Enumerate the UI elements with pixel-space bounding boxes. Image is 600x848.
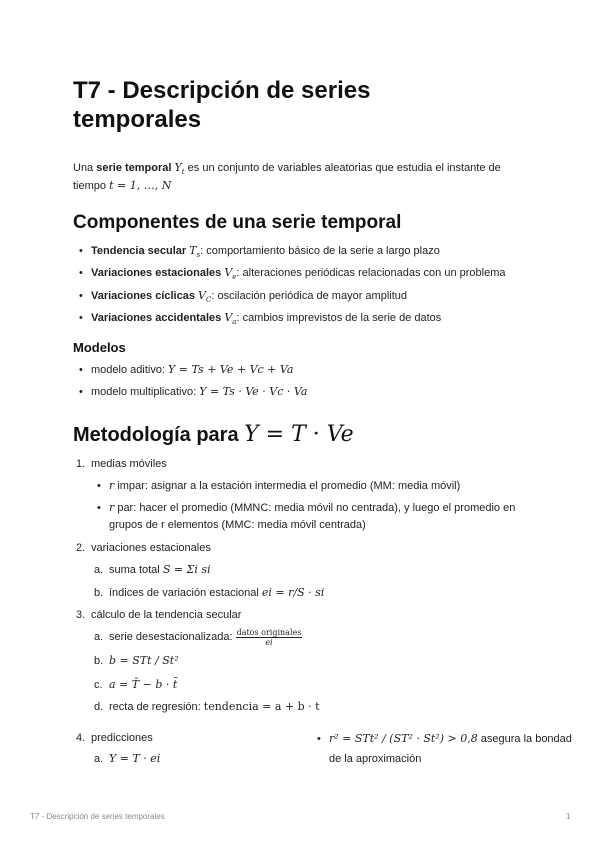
step-3-c	[94, 675, 178, 695]
model-item	[91, 382, 307, 402]
step-label: medias móviles	[91, 458, 167, 470]
r2-bullet	[329, 729, 572, 749]
sub-math: Y = T · ei	[109, 752, 161, 765]
step-3-b	[94, 651, 179, 671]
component-bold: Variaciones estacionales	[91, 267, 222, 279]
bullet-math: r	[109, 501, 115, 514]
method-heading-math: Y = T · Ve	[244, 422, 354, 447]
step-4-a	[94, 749, 161, 769]
component-text: : cambios imprevistos de la serie de datos	[236, 312, 442, 324]
fraction	[236, 628, 303, 647]
sub-math: tendencia = a + b · t	[203, 700, 320, 713]
step-3-a	[94, 627, 302, 647]
sub-letter: b.	[94, 655, 104, 667]
component-bold: Variaciones cíclicas	[91, 290, 195, 302]
sub-text: recta de regresión:	[109, 701, 204, 713]
component-bold: Variaciones accidentales	[91, 312, 222, 324]
model-math: Y = Ts · Ve · Vc · Va	[199, 385, 308, 398]
component-item	[91, 308, 441, 332]
step-label: cálculo de la tendencia secular	[91, 609, 242, 621]
component-sym: $V_C$	[198, 289, 212, 305]
intro-line2	[73, 176, 171, 196]
step-number: 2.	[76, 542, 86, 554]
bullet-text: par: hacer el promedio (MMNC: media móvil no centrada), y luego el promedio en	[114, 502, 516, 514]
sub-letter: d.	[94, 701, 104, 713]
sub-math: S = Σi si	[162, 563, 211, 576]
step-number: 4.	[76, 732, 86, 744]
method-heading	[73, 422, 354, 447]
sub-text: índices de variación estacional	[109, 587, 262, 599]
component-item	[91, 286, 407, 310]
component-text: : oscilación periódica de mayor amplitud	[211, 290, 407, 302]
sub-letter: b.	[94, 587, 104, 599]
step-2-a	[94, 560, 211, 580]
model-item	[91, 360, 293, 380]
model-text: modelo aditivo:	[91, 364, 169, 376]
step-1	[76, 454, 167, 474]
page-title: T7 - Descripción de series temporales	[73, 77, 371, 133]
r2-math: r² = STt² / (ST² · St²) > 0,8	[329, 732, 478, 745]
page-number: 1	[566, 812, 571, 821]
bullet-math: r	[109, 479, 115, 492]
component-text: : alteraciones periódicas relacionadas con un problema	[236, 267, 506, 279]
intro-bold-term: serie temporal	[96, 162, 172, 174]
fraction-denominator: ei	[265, 637, 273, 647]
sub-text: suma total	[109, 564, 163, 576]
component-bold: Tendencia secular	[91, 245, 187, 257]
components-heading: Componentes de una serie temporal	[73, 212, 402, 233]
component-sym: $V_e$	[224, 266, 237, 282]
sub-math: ei = r/S · si	[261, 586, 325, 599]
footer-title: T7 - Descripción de series temporales	[30, 812, 165, 821]
bullet-text: impar: asignar a la estación intermedia el promedio (MM: media móvil)	[114, 480, 461, 492]
intro-var: $Y_t$	[174, 161, 185, 177]
model-text: modelo multiplicativo:	[91, 386, 200, 398]
r2-text: asegura la bondad	[477, 733, 572, 745]
model-math: Y = Ts + Ve + Vc + Va	[168, 363, 294, 376]
r2-line2: de la aproximación	[329, 753, 422, 765]
models-heading: Modelos	[73, 340, 126, 355]
sub-math: a = T̄ − b · t̄	[109, 678, 178, 691]
method-heading-text: Metodología para	[73, 424, 245, 446]
sub-math: b = STt / St²	[109, 654, 179, 667]
step-2-b	[94, 583, 325, 603]
sub-letter: a.	[94, 631, 104, 643]
intro-text: es un conjunto de variables aleatorias que estudia el instante de	[184, 162, 501, 174]
component-sym: $V_a$	[224, 311, 237, 327]
step-4	[76, 728, 153, 748]
step-number: 1.	[76, 458, 86, 470]
component-item	[91, 241, 440, 265]
step-number: 3.	[76, 609, 86, 621]
sub-letter: a.	[94, 753, 104, 765]
step-label: predicciones	[91, 732, 153, 744]
fraction-numerator: datos originales	[236, 627, 302, 637]
intro-line2-prefix: tiempo	[73, 180, 110, 192]
step-3-d	[94, 697, 320, 717]
step-2	[76, 538, 211, 558]
component-item	[91, 263, 505, 287]
step-3	[76, 605, 242, 625]
sub-letter: c.	[94, 679, 103, 691]
step-1-bullet	[109, 476, 460, 496]
step-1-bullet-line2: grupos de r elementos (MMC: media móvil centrada)	[109, 519, 366, 531]
sub-letter: a.	[94, 564, 104, 576]
intro-line2-math: t = 1, …, N	[109, 179, 172, 192]
component-sym: $T_s$	[189, 244, 201, 260]
step-label: variaciones estacionales	[91, 542, 211, 554]
component-text: : comportamiento básico de la serie a largo plazo	[200, 245, 440, 257]
intro-prefix: Una	[73, 162, 97, 174]
sub-text: serie desestacionalizada:	[109, 631, 236, 643]
